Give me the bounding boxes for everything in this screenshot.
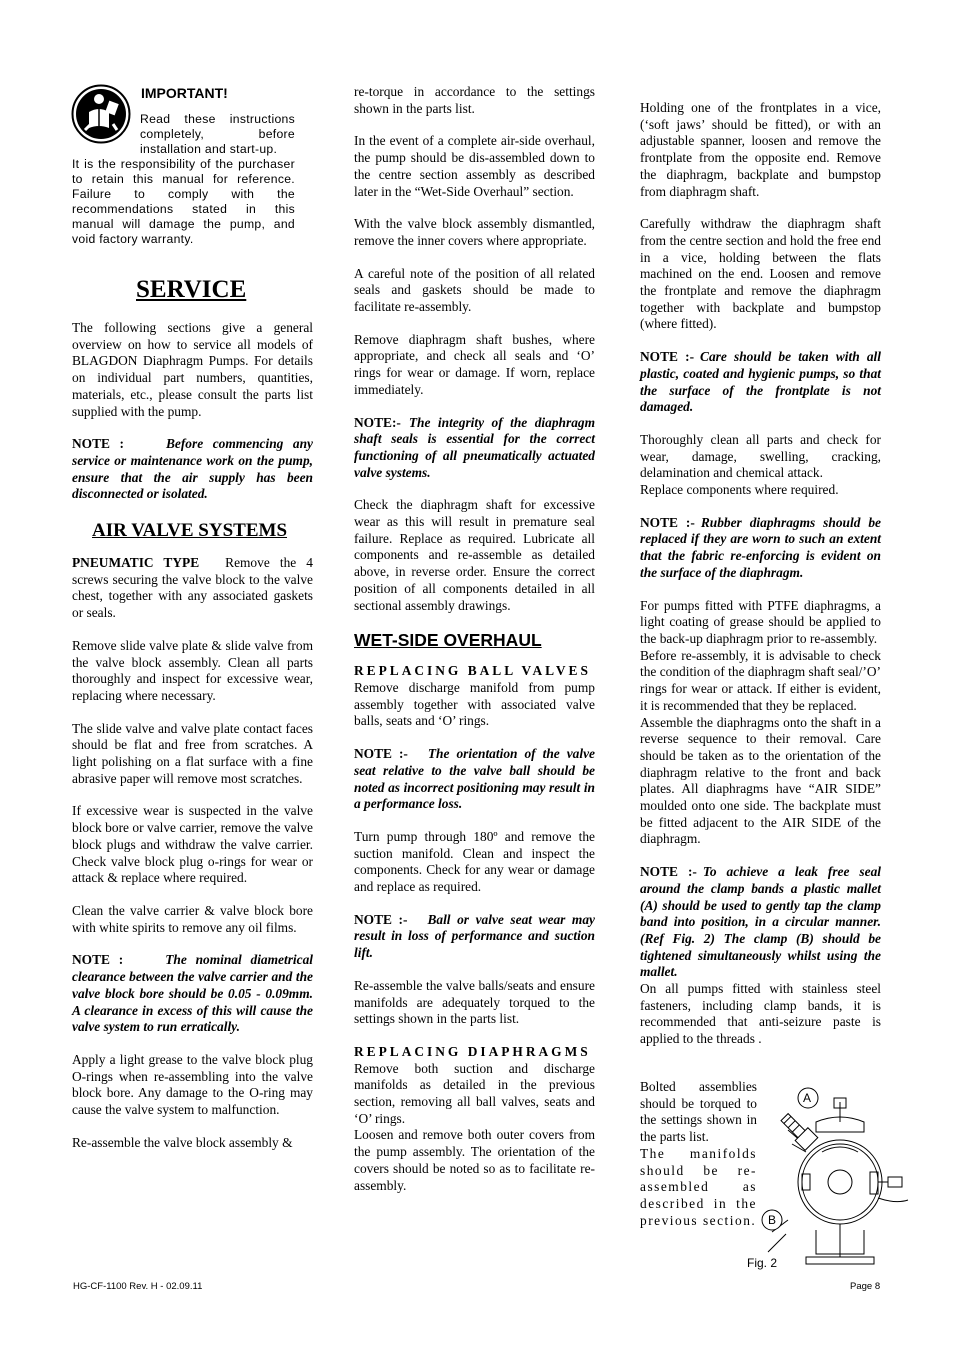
figure-label-a: A — [803, 1091, 812, 1105]
note-text: The integrity of the diaphragm shaft seals is essential for the correct functioning of all pneumatically actuated valve systems. — [354, 414, 595, 480]
para-assemble-diaphragms: Assemble the diaphragms onto the shaft in a reverse sequence to their removal. Care should be taken as to the orientation of the diaphragm relative to the front and back plates. All diaphragms have “AIR SIDE” moulded onto one side. The backplate must be fitted adjacent to the AIR SIDE of the diaphragm. — [640, 714, 881, 847]
para-reassemble-balls: Re-assemble the valve balls/seats and ensure manifolds are adequately torqued to the settings shown in the parts list. — [354, 977, 595, 1027]
note-shaft-seals — [354, 415, 595, 482]
note-text: Rubber diaphragms should be replaced if they are worn to such an extent that the fabric re-enforcing is evident on the surface of the diaphragm. — [640, 514, 881, 580]
important-title: IMPORTANT! — [141, 85, 228, 101]
para-discharge-manifold: Remove discharge manifold from pump assembly together with associated valve balls, seats and ‘O’ rings. — [354, 679, 595, 729]
note-ball-seat-wear — [354, 912, 595, 962]
pneumatic-text: Remove the 4 screws securing the valve block to the valve chest, together with any associated gaskets or seals. — [72, 555, 313, 621]
para-remove-manifolds: Remove both suction and discharge manifolds as detailed in the previous section, removing all ball valves, seats and ‘O’ rings. — [354, 1060, 595, 1126]
note-lead: NOTE :- — [354, 911, 408, 927]
figure-label-b: B — [768, 1213, 777, 1227]
para-grease-plugs: Apply a light grease to the valve block plug O-rings when re-assembling into the valve block bore. Any damage to the O-ring may cause the valve system to malfunction. — [72, 1051, 313, 1118]
para-before-reassembly: Before re-assembly, it is advisable to check the condition of the diaphragm shaft seal/’O’ rings for wear or attack. If either is evident, it is recommended that they be replaced. — [640, 647, 881, 713]
footer-page-number: Page 8 — [850, 1281, 881, 1292]
note-text: Before commencing any service or maintenance work on the pump, ensure that the air supply has been disconnected or isolated. — [72, 436, 313, 502]
pneumatic-paragraph — [72, 555, 313, 622]
important-text-full: It is the responsibility of the purchaser to retain this manual for reference. Failure to comply with the recommendations stated in this manual will damage the pump, and void factory warranty. — [72, 157, 295, 246]
note-lead: NOTE : — [72, 952, 124, 968]
note-rubber-diaphragms — [640, 515, 881, 582]
para-shaft-bushes: Remove diaphragm shaft bushes, where appropriate, and check all seals and ‘O’ rings for wear or damage. If worn, replace immediately. — [354, 331, 595, 397]
note-lead: NOTE:- — [354, 414, 401, 430]
service-title: SERVICE — [136, 276, 247, 303]
para-clean-parts: Thoroughly clean all parts and check for wear, damage, swelling, cracking, delamination and chemical attack. — [640, 431, 881, 481]
para-replace-components: Replace components where required. — [640, 482, 839, 498]
para-check-shaft: Check the diaphragm shaft for excessive wear as this will result in premature seal failure. Replace as required. Lubricate all components and re-assemble as detailed above, in reverse order. Ensure the correct position of all components detailed in all sectional assembly drawings. — [354, 497, 595, 613]
note-lead: NOTE :- — [640, 864, 697, 880]
note-lead: NOTE : — [72, 436, 124, 452]
note-before-commencing — [72, 436, 313, 503]
air-valve-heading: AIR VALVE SYSTEMS — [92, 520, 288, 542]
note-text: Ball or valve seat wear may result in loss of performance and suction lift. — [354, 911, 595, 961]
para-turn-pump: Turn pump through 180º and remove the suction manifold. Clean and inspect the components. Check for any wear or damage and replace as required. — [354, 828, 595, 895]
para-ptfe: For pumps fitted with PTFE diaphragms, a light coating of grease should be applied to the back-up diaphragm prior to re-assembly. — [640, 597, 881, 646]
note-text: Care should be taken with all plastic, coated and hygienic pumps, so that the surface of the frontplate is not damaged. — [640, 349, 881, 415]
replacing-ball-valves-heading: REPLACING BALL VALVES — [354, 663, 591, 679]
para-excessive-wear: If excessive wear is suspected in the valve block bore or valve carrier, remove the valve block plugs and withdraw the valve carrier. Check valve block plug o-rings for wear or attack & replace where required. — [72, 803, 313, 886]
note-clearance — [72, 952, 313, 1036]
para-stainless-fasteners: On all pumps fitted with stainless steel fasteners, including clamp bands, it is recommended that anti-seizure paste is applied to the threads . — [640, 981, 881, 1047]
para-slide-valve: Remove slide valve plate & slide valve from the valve block assembly. Clean all parts thoroughly and inspect for excessive wear, replacing where necessary. — [72, 637, 313, 703]
para-retorque: re-torque in accordance to the settings shown in the parts list. — [354, 84, 595, 116]
service-intro: The following sections give a general overview on how to service all models of BLAGDON Diaphragm Pumps. For details on individual part numbers, quantities, materials, etc., please consult the parts list supplied with the pump. — [72, 320, 313, 419]
pump-figure — [758, 1082, 918, 1272]
footer-document-ref: HG-CF-1100 Rev. H - 02.09.11 — [73, 1281, 203, 1292]
note-lead: NOTE :- — [640, 349, 695, 365]
note-valve-seat-orientation — [354, 746, 595, 813]
important-icon — [71, 84, 131, 144]
para-air-side-overhaul: In the event of a complete air-side overhaul, the pump should be dis-assembled down to the centre section assembly as described later in the “Wet-Side Overhaul” section. — [354, 133, 595, 199]
para-loosen-covers: Loosen and remove both outer covers from the pump assembly. The orientation of the covers should be noted so as to facilitate re-assembly. — [354, 1127, 595, 1193]
note-lead: NOTE :- — [640, 514, 695, 530]
note-text: The orientation of the valve seat relative to the valve ball should be noted as incorrect positioning may result in a performance loss. — [354, 746, 595, 812]
para-reassemble-valve-block: Re-assemble the valve block assembly & — [72, 1134, 293, 1150]
note-frontplate-surface — [640, 349, 881, 416]
para-manifolds-reassembled: The manifolds should be re-assembled as described in the previous section. — [640, 1145, 757, 1228]
important-text-indented: Read these instructions completely, before installation and start-up. — [140, 112, 295, 156]
para-careful-note: A careful note of the position of all related seals and gaskets should be made to facilitate re-assembly. — [354, 265, 595, 315]
figure-caption: Fig. 2 — [747, 1256, 778, 1270]
replacing-diaphragms-heading: REPLACING DIAPHRAGMS — [354, 1043, 591, 1059]
pneumatic-lead: PNEUMATIC TYPE — [72, 555, 200, 571]
para-valve-block-dismantled: With the valve block assembly dismantled, remove the inner covers where appropriate. — [354, 216, 595, 248]
para-bolted-assemblies: Bolted assemblies should be torqued to the settings shown in the parts list. — [640, 1079, 757, 1145]
note-text: The nominal diametrical clearance between the valve carrier and the valve block bore should be 0.05 - 0.09mm. A clearance in excess of this will cause the valve system to run erratically. — [72, 952, 314, 1035]
note-lead: NOTE :- — [354, 746, 408, 762]
note-clamp-bands — [640, 864, 881, 981]
para-contact-faces: The slide valve and valve plate contact faces should be flat and free from scratches. A light polishing on a flat surface with a fine abrasive paper will remove most scratches. — [72, 720, 313, 786]
wet-side-heading: WET-SIDE OVERHAUL — [354, 630, 542, 651]
para-holding-frontplate: Holding one of the frontplates in a vice, (‘soft jaws’ should be fitted), or with an adjustable spanner, loosen and remove the frontplate from the opposite end. Remove the diaphragm, backplate and bumpstop from diaphragm shaft. — [640, 100, 881, 199]
para-withdraw-shaft: Carefully withdraw the diaphragm shaft from the centre section and hold the free end in a vice, holding between the flats machined on the end. Loosen and remove the frontplate and remove the diaphragm together with backplate and bumpstop (where fitted). — [640, 216, 881, 332]
note-text: To achieve a leak free seal around the clamp bands a plastic mallet (A) should be used to gently tap the clamp band into position, in a circular manner. (Ref Fig. 2) The clamp (B) should be tightened simultaneously whilst using the mallet. — [640, 864, 882, 980]
para-clean-carrier: Clean the valve carrier & valve block bore with white spirits to remove any oil films. — [72, 902, 313, 935]
